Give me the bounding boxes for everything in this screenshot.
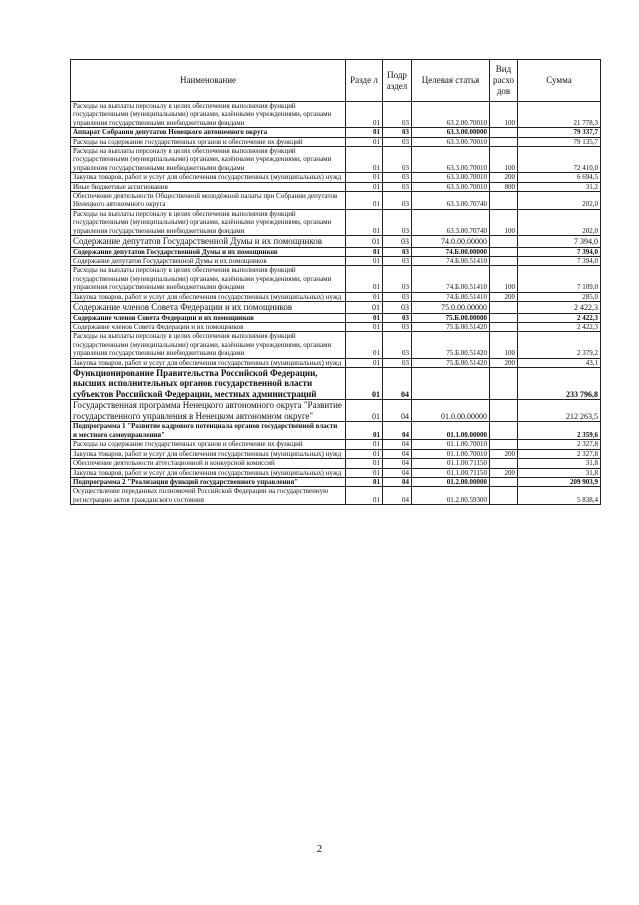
cell-vr — [490, 192, 518, 210]
cell-name: Закупка товаров, работ и услуг для обеспечения государственных (муниципальных) нужд — [71, 468, 346, 477]
cell-r: 01 — [346, 332, 383, 358]
cell-name: Государственная программа Ненецкого автономного округа "Развитие государственного управления в Ненецком автономном округе" — [71, 400, 346, 422]
cell-sum: 2 327,8 — [518, 440, 601, 449]
cell-p: 03 — [383, 358, 412, 367]
cell-name: Содержание депутатов Государственной Думы и их помощников — [71, 247, 346, 256]
cell-r: 01 — [346, 102, 383, 128]
header-celevaya: Целевая статья — [412, 60, 490, 102]
cell-sum: 212 263,5 — [518, 400, 601, 422]
cell-p: 03 — [383, 182, 412, 191]
cell-name: Содержание депутатов Государственной Думы и их помощников — [71, 236, 346, 248]
cell-p: 03 — [383, 102, 412, 128]
cell-cs: 01.1.00.70010 — [412, 449, 490, 458]
cell-sum: 7 394,0 — [518, 236, 601, 248]
cell-r: 01 — [346, 292, 383, 301]
cell-r: 01 — [346, 137, 383, 146]
cell-cs: 74.0.00.00000 — [412, 236, 490, 248]
table-row — [71, 449, 601, 458]
cell-cs: 75.0.00.00000 — [412, 302, 490, 314]
cell-cs: 01.2.00.00000 — [412, 477, 490, 486]
table-row — [71, 332, 601, 358]
cell-vr: 800 — [490, 182, 518, 191]
cell-r: 01 — [346, 182, 383, 191]
cell-sum: 79 135,7 — [518, 137, 601, 146]
cell-name: Закупка товаров, работ и услуг для обеспечения государственных (муниципальных) нужд — [71, 173, 346, 182]
cell-vr — [490, 322, 518, 331]
header-summa: Сумма — [518, 60, 601, 102]
cell-sum: 31,8 — [518, 459, 601, 468]
table-row — [71, 422, 601, 440]
cell-vr — [490, 257, 518, 266]
cell-sum: 7 394,0 — [518, 247, 601, 256]
page-number: 2 — [316, 843, 323, 855]
cell-p: 03 — [383, 247, 412, 256]
cell-cs: 74.Б.00.51410 — [412, 292, 490, 301]
table-row — [71, 313, 601, 322]
cell-sum: 21 778,3 — [518, 102, 601, 128]
cell-vr: 100 — [490, 102, 518, 128]
cell-r: 01 — [346, 266, 383, 292]
cell-p: 03 — [383, 192, 412, 210]
cell-r: 01 — [346, 487, 383, 505]
cell-sum: 6 694,5 — [518, 173, 601, 182]
budget-table-page — [70, 59, 600, 505]
cell-p: 04 — [383, 487, 412, 505]
cell-name: Содержание членов Совета Федерации и их помощников — [71, 313, 346, 322]
cell-r: 01 — [346, 236, 383, 248]
table-header-row — [71, 60, 601, 102]
cell-name: Расходы на выплаты персоналу в целях обеспечения выполнения функций государственными (муниципальными) органами, казёнными учреждениями, органами управления государственными внебюджетными фондами — [71, 209, 346, 235]
table-row — [71, 182, 601, 191]
cell-r: 01 — [346, 468, 383, 477]
cell-name: Расходы на выплаты персоналу в целях обеспечения выполнения функций государственными (муниципальными) органами, казёнными учреждениями, органами управления государственными внебюджетными фондами — [71, 266, 346, 292]
header-podrazdel: Подр аздел — [383, 60, 412, 102]
cell-p: 03 — [383, 266, 412, 292]
cell-vr — [490, 487, 518, 505]
cell-p: 03 — [383, 137, 412, 146]
cell-p: 04 — [383, 400, 412, 422]
cell-r: 01 — [346, 440, 383, 449]
cell-name: Подпрограмма 2 "Реализация функций государственного управления" — [71, 477, 346, 486]
cell-sum: 2 379,2 — [518, 332, 601, 358]
cell-name: Содержание членов Совета Федерации и их помощников — [71, 302, 346, 314]
table-row — [71, 236, 601, 248]
cell-vr: 100 — [490, 266, 518, 292]
cell-r: 01 — [346, 313, 383, 322]
table-row — [71, 459, 601, 468]
cell-name: Функционирование Правительства Российской Федерации, высших исполнительных органов государственной власти субъектов Российской Федерации, местных администраций — [71, 367, 346, 400]
cell-vr — [490, 302, 518, 314]
cell-vr: 200 — [490, 292, 518, 301]
cell-sum: 2 422,3 — [518, 322, 601, 331]
budget-table — [70, 59, 601, 505]
header-vid: Вид расхо дов — [490, 60, 518, 102]
cell-vr: 100 — [490, 147, 518, 173]
cell-cs: 63.3.00.70010 — [412, 147, 490, 173]
cell-r: 01 — [346, 209, 383, 235]
cell-name: Закупка товаров, работ и услуг для обеспечения государственных (муниципальных) нужд — [71, 449, 346, 458]
cell-vr — [490, 137, 518, 146]
cell-vr — [490, 236, 518, 248]
cell-sum: 233 796,8 — [518, 367, 601, 400]
table-row — [71, 487, 601, 505]
cell-vr — [490, 459, 518, 468]
cell-p: 04 — [383, 477, 412, 486]
cell-name: Иные бюджетные ассигнования — [71, 182, 346, 191]
cell-p: 03 — [383, 173, 412, 182]
table-row — [71, 400, 601, 422]
cell-r: 01 — [346, 257, 383, 266]
cell-p: 03 — [383, 236, 412, 248]
cell-p: 04 — [383, 468, 412, 477]
cell-r: 01 — [346, 192, 383, 210]
header-name: Наименование — [71, 60, 346, 102]
cell-cs — [412, 367, 490, 400]
cell-vr — [490, 313, 518, 322]
table-row — [71, 440, 601, 449]
cell-name: Расходы на выплаты персоналу в целях обеспечения выполнения функций государственными (муниципальными) органами, казёнными учреждениями, органами управления государственными внебюджетными фондами — [71, 332, 346, 358]
table-row — [71, 266, 601, 292]
cell-p: 04 — [383, 459, 412, 468]
cell-r: 01 — [346, 128, 383, 137]
table-row — [71, 477, 601, 486]
cell-r: 01 — [346, 477, 383, 486]
cell-sum: 2 359,6 — [518, 422, 601, 440]
cell-sum: 209 903,9 — [518, 477, 601, 486]
cell-name: Аппарат Собрания депутатов Ненецкого автономного округа — [71, 128, 346, 137]
cell-r: 01 — [346, 400, 383, 422]
cell-sum: 5 838,4 — [518, 487, 601, 505]
table-row — [71, 367, 601, 400]
cell-cs: 01.1.00.70010 — [412, 440, 490, 449]
cell-sum: 2 422,3 — [518, 302, 601, 314]
cell-cs: 63.3.00.00000 — [412, 128, 490, 137]
cell-name: Расходы на содержание государственных органов и обеспечение их функций — [71, 137, 346, 146]
cell-vr: 200 — [490, 468, 518, 477]
cell-cs: 63.3.00.70010 — [412, 137, 490, 146]
cell-vr — [490, 477, 518, 486]
cell-vr — [490, 247, 518, 256]
table-row — [71, 137, 601, 146]
cell-cs: 75.Б.00.51420 — [412, 322, 490, 331]
cell-name: Обеспечение деятельности Общественной молодёжной палаты при Собрании депутатов Ненецкого автономного округа — [71, 192, 346, 210]
cell-sum: 7 109,0 — [518, 266, 601, 292]
cell-sum: 202,0 — [518, 209, 601, 235]
cell-r: 01 — [346, 449, 383, 458]
table-row — [71, 192, 601, 210]
cell-r: 01 — [346, 302, 383, 314]
cell-vr: 200 — [490, 358, 518, 367]
cell-name: Расходы на выплаты персоналу в целях обеспечения выполнения функций государственными (муниципальными) органами, казёнными учреждениями, органами управления государственными внебюджетными фондами — [71, 102, 346, 128]
table-row — [71, 173, 601, 182]
cell-cs: 01.1.00.71150 — [412, 468, 490, 477]
cell-p: 03 — [383, 332, 412, 358]
table-row — [71, 322, 601, 331]
cell-p: 03 — [383, 257, 412, 266]
table-row — [71, 358, 601, 367]
cell-vr: 200 — [490, 449, 518, 458]
cell-p: 04 — [383, 422, 412, 440]
cell-cs: 75.Б.00.51420 — [412, 332, 490, 358]
cell-cs: 01.0.00.00000 — [412, 400, 490, 422]
cell-vr — [490, 367, 518, 400]
cell-cs: 63.3.00.70740 — [412, 192, 490, 210]
cell-p: 03 — [383, 313, 412, 322]
cell-p: 03 — [383, 292, 412, 301]
cell-name: Расходы на выплаты персоналу в целях обеспечения выполнения функций государственными (муниципальными) органами, казёнными учреждениями, органами управления государственными внебюджетными фондами — [71, 147, 346, 173]
cell-vr — [490, 422, 518, 440]
table-row — [71, 247, 601, 256]
cell-sum: 31,2 — [518, 182, 601, 191]
cell-sum: 285,0 — [518, 292, 601, 301]
cell-p: 04 — [383, 367, 412, 400]
cell-vr: 100 — [490, 209, 518, 235]
cell-r: 01 — [346, 358, 383, 367]
cell-cs: 74.Б.00.51410 — [412, 257, 490, 266]
table-row — [71, 147, 601, 173]
cell-r: 01 — [346, 422, 383, 440]
cell-cs: 01.2.00.59300 — [412, 487, 490, 505]
cell-sum: 72 410,0 — [518, 147, 601, 173]
cell-name: Содержание депутатов Государственной Думы и их помощников — [71, 257, 346, 266]
cell-name: Закупка товаров, работ и услуг для обеспечения государственных (муниципальных) нужд — [71, 292, 346, 301]
table-row — [71, 302, 601, 314]
cell-sum: 79 337,7 — [518, 128, 601, 137]
cell-sum: 7 394,0 — [518, 257, 601, 266]
table-body — [71, 102, 601, 505]
table-row — [71, 468, 601, 477]
cell-cs: 63.3.00.70010 — [412, 173, 490, 182]
cell-p: 03 — [383, 322, 412, 331]
cell-r: 01 — [346, 322, 383, 331]
cell-vr: 100 — [490, 332, 518, 358]
cell-p: 04 — [383, 449, 412, 458]
cell-name: Расходы на содержание государственных органов и обеспечение их функций — [71, 440, 346, 449]
cell-vr: 200 — [490, 173, 518, 182]
cell-cs: 01.1.00.00000 — [412, 422, 490, 440]
cell-name: Подпрограмма 1 "Развитие кадрового потенциала органов государственной власти и местного самоуправления" — [71, 422, 346, 440]
table-row — [71, 209, 601, 235]
cell-p: 03 — [383, 147, 412, 173]
cell-vr — [490, 128, 518, 137]
cell-cs: 75.Б.00.51420 — [412, 358, 490, 367]
cell-sum: 31,8 — [518, 468, 601, 477]
cell-p: 03 — [383, 209, 412, 235]
cell-cs: 01.1.00.71150 — [412, 459, 490, 468]
cell-name: Содержание членов Совета Федерации и их помощников — [71, 322, 346, 331]
cell-cs: 63.3.00.70740 — [412, 209, 490, 235]
table-row — [71, 102, 601, 128]
cell-name: Обеспечение деятельности аттестационной и конкурсной комиссий — [71, 459, 346, 468]
cell-r: 01 — [346, 459, 383, 468]
cell-sum: 202,0 — [518, 192, 601, 210]
cell-cs: 75.Б.00.00000 — [412, 313, 490, 322]
table-row — [71, 292, 601, 301]
cell-p: 04 — [383, 440, 412, 449]
cell-vr — [490, 440, 518, 449]
cell-vr — [490, 400, 518, 422]
cell-cs: 74.Б.00.00000 — [412, 247, 490, 256]
cell-name: Осуществление переданных полномочий Российской Федерации на государственную регистрацию актов гражданского состояния — [71, 487, 346, 505]
cell-p: 03 — [383, 128, 412, 137]
header-razdel: Разде л — [346, 60, 383, 102]
table-row — [71, 257, 601, 266]
cell-sum: 43,1 — [518, 358, 601, 367]
cell-sum: 2 422,3 — [518, 313, 601, 322]
cell-cs: 63.3.00.70010 — [412, 182, 490, 191]
cell-r: 01 — [346, 367, 383, 400]
cell-cs: 74.Б.00.51410 — [412, 266, 490, 292]
table-row — [71, 128, 601, 137]
cell-cs: 63.2.00.70010 — [412, 102, 490, 128]
cell-name: Закупка товаров, работ и услуг для обеспечения государственных (муниципальных) нужд — [71, 358, 346, 367]
cell-r: 01 — [346, 173, 383, 182]
cell-r: 01 — [346, 147, 383, 173]
cell-p: 03 — [383, 302, 412, 314]
cell-sum: 2 327,8 — [518, 449, 601, 458]
cell-r: 01 — [346, 247, 383, 256]
